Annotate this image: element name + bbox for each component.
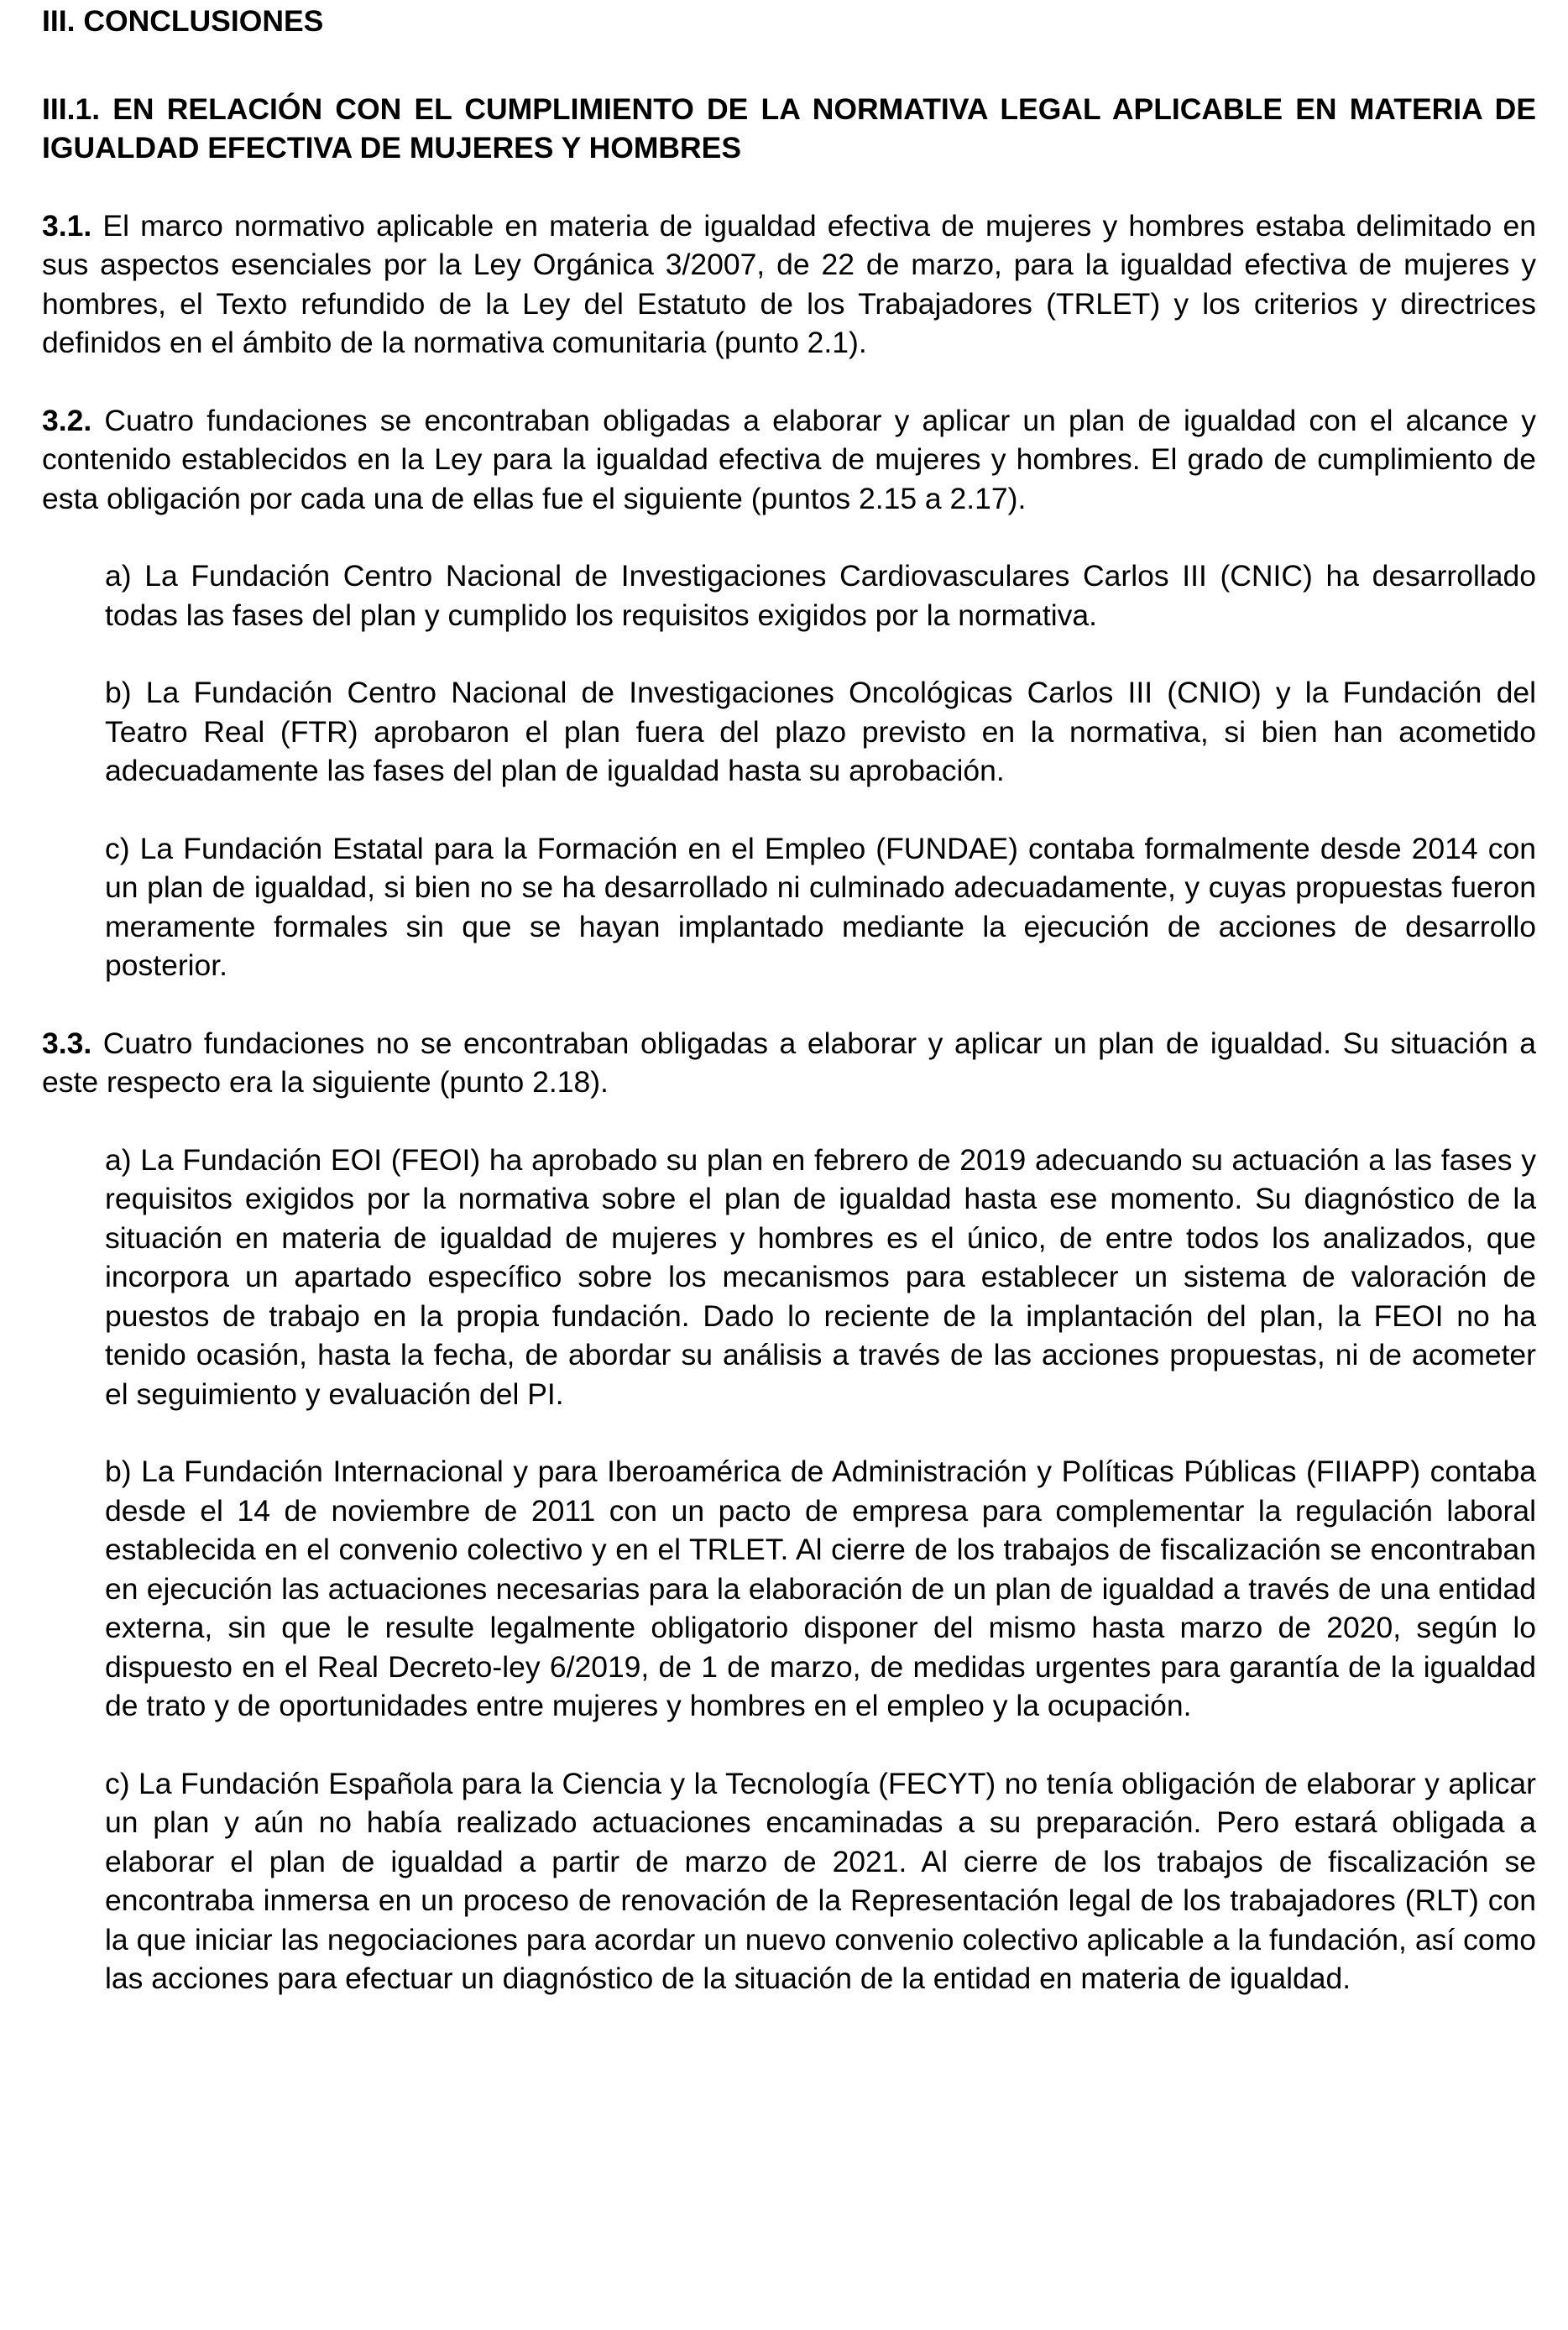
list-item: a) La Fundación EOI (FEOI) ha aprobado su plan en febrero de 2019 adecuando su actuación a las fases y requisitos exigidos por la normativa sobre el plan de igualdad hasta ese momento. Su diagnóstico de la situación en materia de igualdad de mujeres y hombres es el único, de entre todos los analizados, que incorpora un apartado específico sobre los mecanismos para establecer un sistema de valoración de puestos de trabajo en la propia fundación. Dado lo reciente de la implantación del plan, la FEOI no ha tenido ocasión, hasta la fecha, de abordar su análisis a través de las acciones propuestas, ni de acometer el seguimiento y evaluación del PI.: [105, 1142, 1536, 1411]
paragraph-text: El marco normativo aplicable en materia de igualdad efectiva de mujeres y hombres estaba delimitado en sus aspectos esenciales por la Ley Orgánica 3/2007, de 22 de marzo, para la igualdad efectiva de mujeres y hombres, el Texto refundido de la Ley del Estatuto de los Trabajadores (TRLET) y los criterios y directrices definidos en el ámbito de la normativa comunitaria (punto 2.1).: [42, 208, 1536, 359]
list-item: c) La Fundación Estatal para la Formación en el Empleo (FUNDAE) contaba formalmente desde 2014 con un plan de igualdad, si bien no se ha desarrollado ni culminado adecuadamente, y cuyas propuestas fueron meramente formales sin que se hayan implantado mediante la ejecución de acciones de desarrollo posterior.: [105, 831, 1536, 982]
section-title: III. CONCLUSIONES: [42, 4, 324, 38]
list-item: b) La Fundación Internacional y para Iberoamérica de Administración y Políticas Públicas (FIIAPP) contaba desde el 14 de noviembre de 2011 con un pacto de empresa para complementar la regulación laboral establecida en el convenio colectivo y en el TRLET. Al cierre de los trabajos de fiscalización se encontraban en ejecución las actuaciones necesarias para la elaboración de un plan de igualdad a través de una entidad externa, sin que le resulte legalmente obligatorio disponer del mismo hasta marzo de 2020, según lo dispuesto en el Real Decreto-ley 6/2019, de 1 de marzo, de medidas urgentes para garantía de la igualdad de trato y de oportunidades entre mujeres y hombres en el empleo y la ocupación.: [105, 1455, 1536, 1722]
list-item: c) La Fundación Española para la Ciencia y la Tecnología (FECYT) no tenía obligación de elaborar y aplicar un plan y aún no había realizado actuaciones encaminadas a su preparación. Pero estará obligada a elaborar el plan de igualdad a partir de marzo de 2021. Al cierre de los trabajos de fiscalización se encontraba inmersa en un proceso de renovación de la Representación legal de los trabajadores (RLT) con la que iniciar las negociaciones para acordar un nuevo convenio colectivo aplicable a la fundación, así como las acciones para efectuar un diagnóstico de la situación de la entidad en materia de igualdad.: [105, 1766, 1536, 1995]
list-item: b) La Fundación Centro Nacional de Investigaciones Oncológicas Carlos III (CNIO) y la Fundación del Teatro Real (FTR) aprobaron el plan fuera del plazo previsto en la normativa, si bien han acometido adecuadamente las fases del plan de igualdad hasta su aprobación.: [105, 676, 1536, 787]
paragraph-3-1: [42, 206, 1536, 363]
list-item: a) La Fundación Centro Nacional de Investigaciones Cardiovasculares Carlos III (CNIC) ha desarrollado todas las fases del plan y cumplido los requisitos exigidos por la normativa.: [105, 559, 1536, 632]
paragraph-number: 3.1.: [42, 208, 92, 243]
paragraph-3-2: [42, 401, 1536, 519]
paragraph-text: Cuatro fundaciones no se encontraban obligadas a elaborar y aplicar un plan de igualdad. Su situación a este respecto era la siguiente (punto 2.18).: [42, 1026, 1536, 1099]
paragraph-number: 3.2.: [42, 403, 92, 437]
subsection-heading: III.1. EN RELACIÓN CON EL CUMPLIMIENTO DE LA NORMATIVA LEGAL APLICABLE EN MATERIA DE IGUALDAD EFECTIVA DE MUJERES Y HOMBRES: [42, 91, 1536, 165]
paragraph-text: Cuatro fundaciones se encontraban obligadas a elaborar y aplicar un plan de igualdad con el alcance y contenido establecidos en la Ley para la igualdad efectiva de mujeres y hombres. El grado de cumplimiento de esta obligación por cada una de ellas fue el siguiente (puntos 2.15 a 2.17).: [42, 403, 1536, 515]
document-page: [42, 2, 1536, 2037]
paragraph-number: 3.3.: [42, 1026, 92, 1060]
paragraph-3-3: [42, 1024, 1536, 1102]
